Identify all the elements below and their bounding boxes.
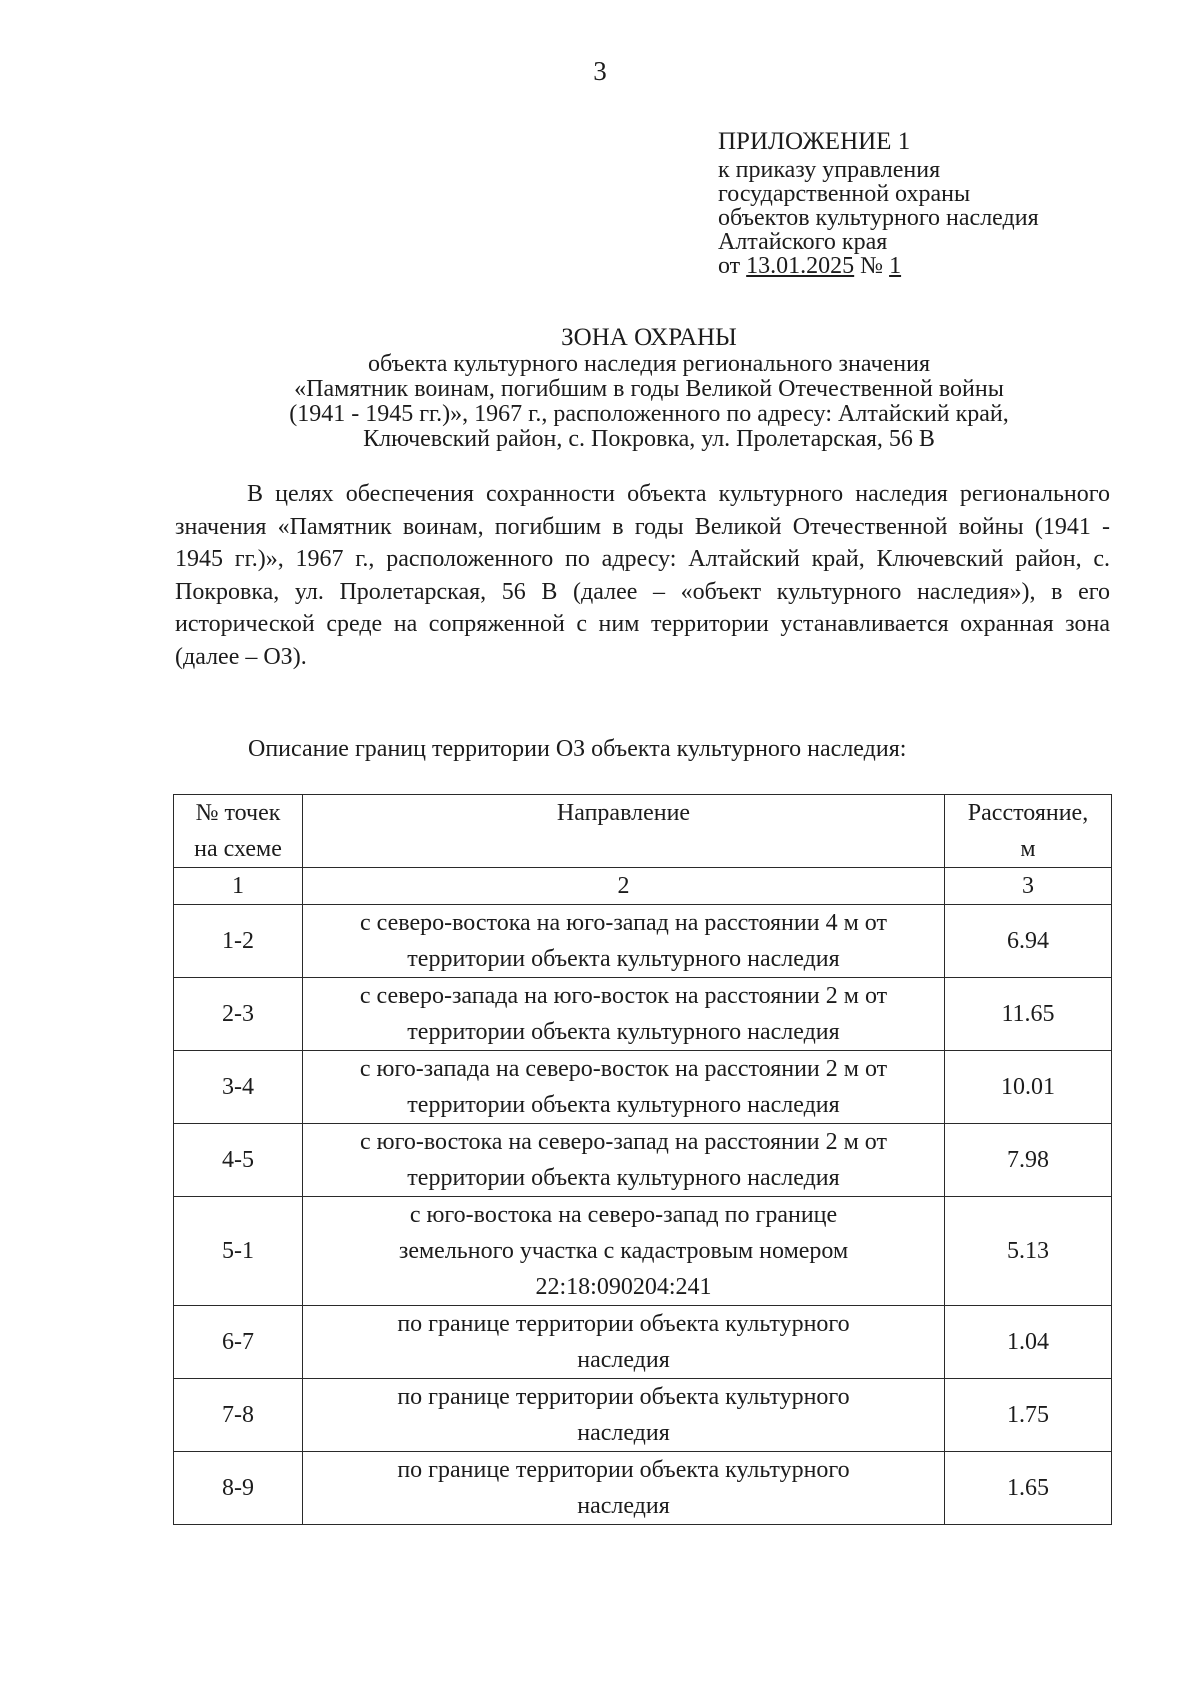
row-points: 1-2 bbox=[174, 905, 303, 978]
order-number-prefix: № bbox=[854, 253, 890, 279]
table-row bbox=[174, 1379, 1112, 1452]
row-direction bbox=[303, 905, 945, 978]
header-distance-line: м bbox=[1020, 836, 1036, 862]
appendix-line: к приказу управления bbox=[718, 157, 941, 183]
row-direction-line: наследия bbox=[577, 1347, 670, 1373]
appendix-block bbox=[718, 128, 1148, 278]
order-date-prefix: от bbox=[718, 253, 747, 279]
table-row bbox=[174, 1306, 1112, 1379]
header-direction bbox=[303, 795, 945, 868]
row-points: 8-9 bbox=[174, 1452, 303, 1525]
row-direction bbox=[303, 1051, 945, 1124]
row-direction-line: с северо-запада на юго-восток на расстоянии 2 м от bbox=[359, 983, 888, 1009]
zone-subtitle bbox=[170, 352, 1128, 452]
row-direction-line: с северо-востока на юго-запад на расстоянии 4 м от bbox=[360, 910, 887, 936]
row-direction-line: с юго-востока на северо-запад по границе bbox=[409, 1202, 838, 1228]
row-direction-line: наследия bbox=[577, 1493, 670, 1519]
table-caption: Описание границ территории ОЗ объекта культурного наследия: bbox=[248, 736, 907, 762]
intro-paragraph: В целях обеспечения сохранности объекта культурного наследия регионального значения «Памятник воинам, погибшим в годы Великой Отечественной войны (1941 - 1945 гг.)», 1967 г., расположенного по адресу: Алтайский край, Ключевский район, с. Покровка, ул. Пролетарская, 56 В (далее – «объект культурного наследия»), в его исторической среде на сопряженной с ним территории устанавливается охранная зона (далее – ОЗ). bbox=[175, 481, 1110, 670]
column-number: 2 bbox=[303, 868, 945, 905]
table-row bbox=[174, 1124, 1112, 1197]
row-points: 4-5 bbox=[174, 1124, 303, 1197]
row-points: 3-4 bbox=[174, 1051, 303, 1124]
row-direction-line: 22:18:090204:241 bbox=[535, 1274, 712, 1300]
order-date: 13.01.2025 bbox=[746, 253, 855, 279]
zone-title: ЗОНА ОХРАНЫ bbox=[561, 324, 737, 351]
row-distance: 1.65 bbox=[945, 1452, 1112, 1525]
table-header-row bbox=[174, 795, 1112, 868]
header-points bbox=[174, 795, 303, 868]
row-direction bbox=[303, 1306, 945, 1379]
row-direction-line: с юго-запада на северо-восток на расстоянии 2 м от bbox=[359, 1056, 888, 1082]
row-direction-line: по границе территории объекта культурного bbox=[397, 1384, 850, 1410]
table-row bbox=[174, 1051, 1112, 1124]
row-distance: 10.01 bbox=[945, 1051, 1112, 1124]
row-distance: 1.75 bbox=[945, 1379, 1112, 1452]
row-direction bbox=[303, 1379, 945, 1452]
column-number: 3 bbox=[945, 868, 1112, 905]
header-points-line: № точек bbox=[195, 800, 281, 826]
row-direction bbox=[303, 1452, 945, 1525]
boundary-table bbox=[173, 794, 1112, 1525]
row-direction-line: территории объекта культурного наследия bbox=[407, 946, 840, 972]
row-direction-line: территории объекта культурного наследия bbox=[407, 1165, 840, 1191]
row-direction-line: территории объекта культурного наследия bbox=[407, 1092, 840, 1118]
row-points: 2-3 bbox=[174, 978, 303, 1051]
header-direction-line: Направление bbox=[556, 800, 691, 826]
row-direction bbox=[303, 1197, 945, 1306]
row-points: 6-7 bbox=[174, 1306, 303, 1379]
row-direction-line: земельного участка с кадастровым номером bbox=[398, 1238, 849, 1264]
row-distance: 11.65 bbox=[945, 978, 1112, 1051]
zone-subtitle-line: «Памятник воинам, погибшим в годы Великой Отечественной войны bbox=[294, 376, 1004, 402]
appendix-line: государственной охраны bbox=[718, 181, 971, 207]
table-row bbox=[174, 978, 1112, 1051]
appendix-line: объектов культурного наследия bbox=[718, 205, 1039, 231]
table-row bbox=[174, 905, 1112, 978]
row-direction-line: по границе территории объекта культурного bbox=[397, 1457, 850, 1483]
appendix-title: ПРИЛОЖЕНИЕ 1 bbox=[718, 128, 911, 155]
appendix-line: Алтайского края bbox=[718, 229, 888, 255]
appendix-order-reference bbox=[718, 254, 1148, 278]
zone-subtitle-line: (1941 - 1945 гг.)», 1967 г., расположенного по адресу: Алтайский край, bbox=[289, 401, 1009, 427]
row-direction-line: по границе территории объекта культурного bbox=[397, 1311, 850, 1337]
row-distance: 1.04 bbox=[945, 1306, 1112, 1379]
row-distance: 5.13 bbox=[945, 1197, 1112, 1306]
order-number: 1 bbox=[889, 253, 902, 279]
table-row bbox=[174, 1452, 1112, 1525]
row-distance: 7.98 bbox=[945, 1124, 1112, 1197]
row-direction-line: наследия bbox=[577, 1420, 670, 1446]
zone-subtitle-line: объекта культурного наследия регионального значения bbox=[367, 351, 931, 377]
row-direction bbox=[303, 978, 945, 1051]
row-direction-line: с юго-востока на северо-запад на расстоянии 2 м от bbox=[360, 1129, 887, 1155]
column-number: 1 bbox=[174, 868, 303, 905]
table-row bbox=[174, 1197, 1112, 1306]
row-direction-line: территории объекта культурного наследия bbox=[407, 1019, 840, 1045]
page-number: 3 bbox=[593, 56, 607, 86]
row-distance: 6.94 bbox=[945, 905, 1112, 978]
column-number-row bbox=[174, 868, 1112, 905]
header-distance bbox=[945, 795, 1112, 868]
header-distance-line: Расстояние, bbox=[967, 800, 1089, 826]
zone-subtitle-line: Ключевский район, с. Покровка, ул. Пролетарская, 56 В bbox=[363, 426, 935, 452]
row-points: 7-8 bbox=[174, 1379, 303, 1452]
header-points-line: на схеме bbox=[194, 836, 282, 862]
row-direction bbox=[303, 1124, 945, 1197]
row-points: 5-1 bbox=[174, 1197, 303, 1306]
